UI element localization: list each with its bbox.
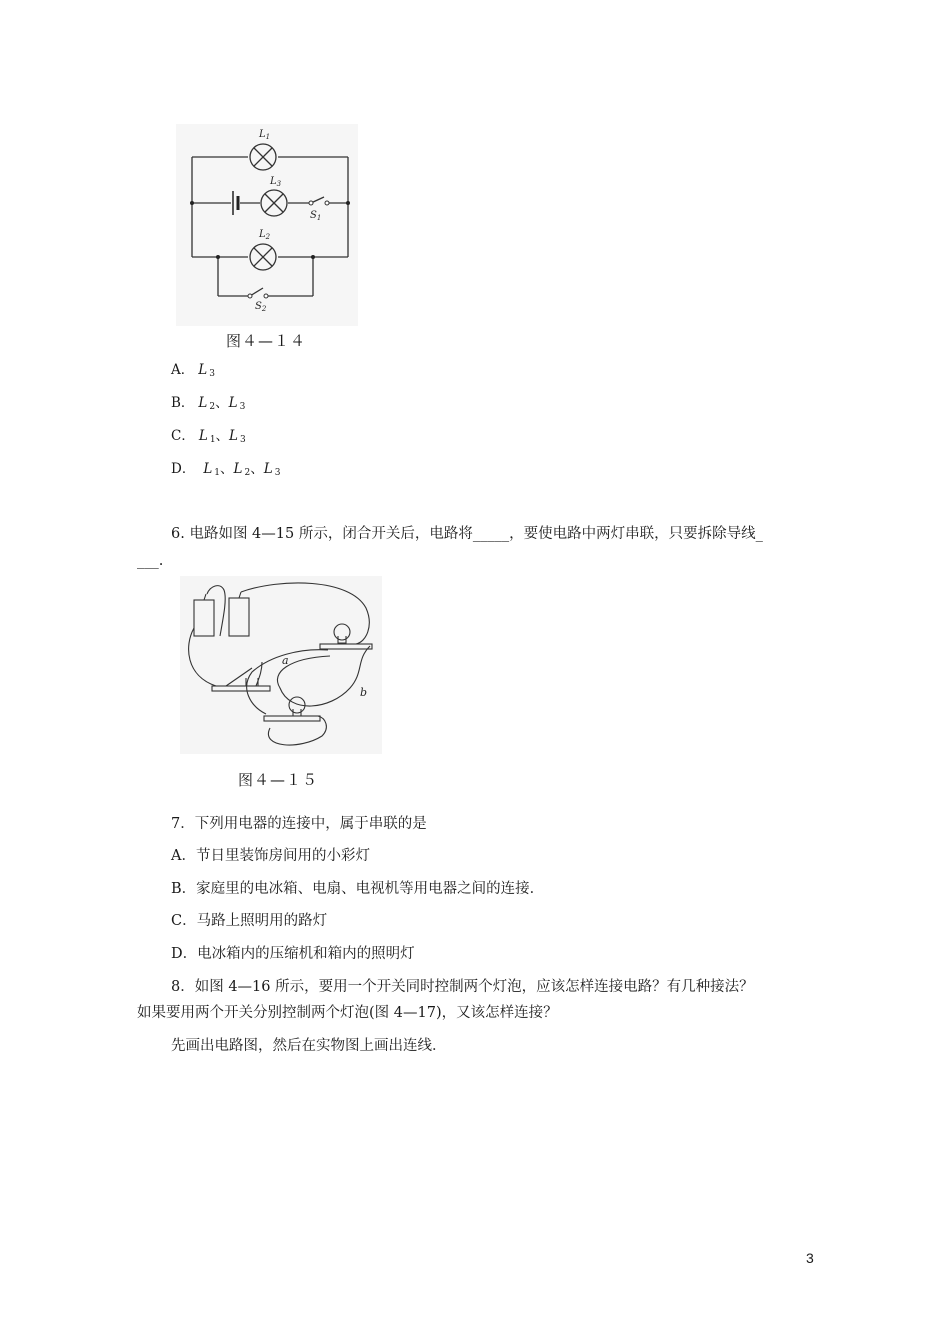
switch-s2-label: $S_2$ <box>255 301 267 313</box>
option-c: C． L $_1$、L $_3$ <box>171 428 246 445</box>
option-d: D． L $_1$、L $_2$、L $_3$ <box>171 461 281 478</box>
question-7-option-d: D．电冰箱内的压缩机和箱内的照明灯 <box>171 946 415 962</box>
question-8-line-2: 如果要用两个开关分别控制两个灯泡(图 4—17)，又该怎样连接？ <box>137 1005 558 1021</box>
circuit-figure-4-14 <box>176 124 358 326</box>
question-8-line-3: 先画出电路图，然后在实物图上画出连线． <box>171 1038 447 1054</box>
switch-s1-label: $S_1$ <box>310 210 322 222</box>
option-a: A． L $_3$ <box>171 362 215 379</box>
lamp-l3-label: $L_3$ <box>270 176 282 188</box>
wire-b-label: b <box>360 686 368 699</box>
lamp-l1-label: $L_1$ <box>259 129 271 141</box>
question-6-line-1: 6. 电路如图 4—15 所示，闭合开关后，电路将_____，要使电路中两灯串联，只要拆除导线_ <box>171 526 763 542</box>
physical-circuit-figure-4-15 <box>180 576 382 754</box>
question-7-option-a: A．节日里装饰房间用的小彩灯 <box>171 848 370 864</box>
question-8-line-1: 8．如图 4—16 所示，要用一个开关同时控制两个灯泡，应该怎样连接电路？有几种接法？ <box>171 979 754 995</box>
figure-4-15-caption: 图４—１５ <box>238 771 319 789</box>
question-7-stem: 7．下列用电器的连接中，属于串联的是 <box>171 816 427 832</box>
wire-a-label: a <box>282 654 289 667</box>
lamp-l2-label: $L_2$ <box>259 229 271 241</box>
question-7-option-c: C．马路上照明用的路灯 <box>171 913 328 929</box>
question-6-line-2: ___. <box>137 553 164 569</box>
question-7-option-b: B．家庭里的电冰箱、电扇、电视机等用电器之间的连接． <box>171 881 545 897</box>
figure-4-14-caption: 图４—１４ <box>226 332 307 350</box>
option-b: B． L $_2$、L $_3$ <box>171 395 246 412</box>
page-number: 3 <box>806 1250 814 1266</box>
